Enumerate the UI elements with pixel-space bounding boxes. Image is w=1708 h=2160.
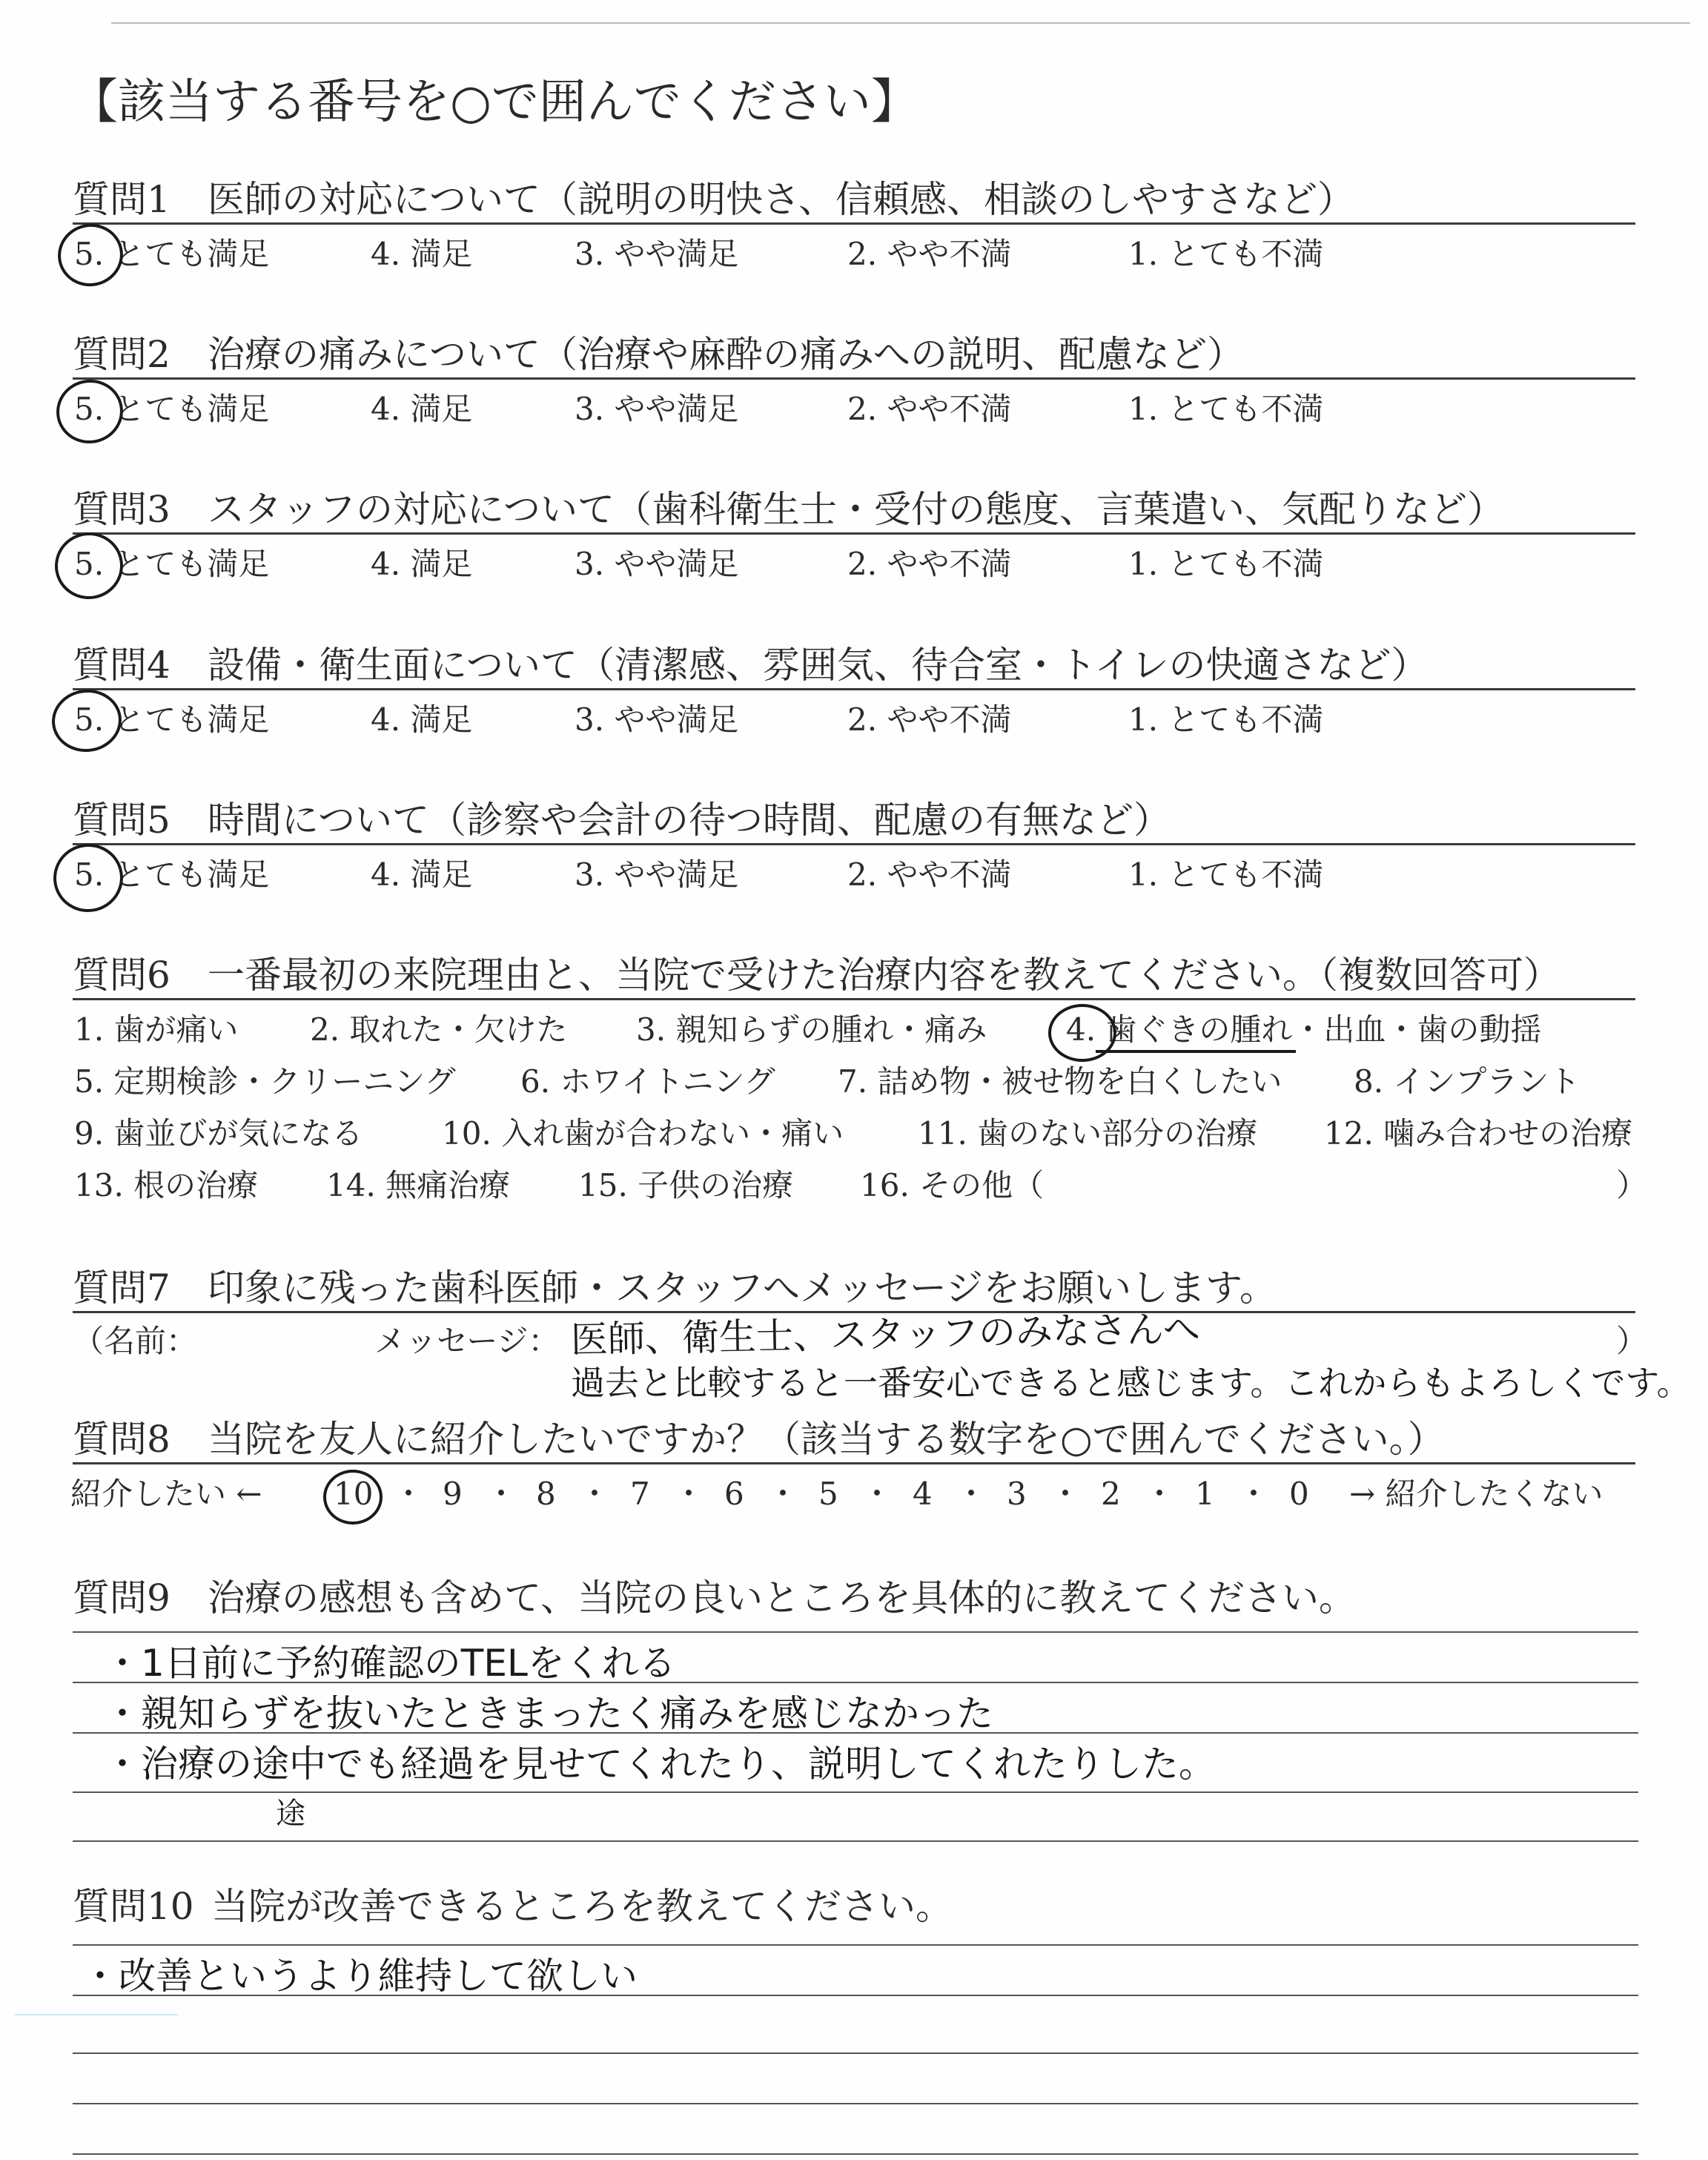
q3-option-2: 2. やや不満 bbox=[847, 546, 1012, 582]
q4-answer-circle bbox=[49, 686, 125, 755]
q9-text: 治療の感想も含めて、当院の良いところを具体的に教えてください。 bbox=[208, 1576, 1356, 1619]
q3-rule bbox=[73, 532, 1635, 535]
scan-artifact bbox=[15, 2014, 178, 2015]
q10-answer-line-1: ・改善というより維持して欲しい bbox=[82, 1955, 638, 1998]
q8-number-7: 7 bbox=[630, 1476, 650, 1512]
q8-number-3: 3 bbox=[1007, 1476, 1027, 1512]
q8-separator: ・ bbox=[393, 1476, 425, 1512]
q6-option-16: 16. その他（ bbox=[860, 1167, 1045, 1203]
q8-separator: ・ bbox=[579, 1476, 611, 1512]
q10-line-1 bbox=[73, 1944, 1638, 1946]
q8-number-10-circle bbox=[323, 1470, 383, 1525]
q6-option-3: 3. 親知らずの腫れ・痛み bbox=[636, 1011, 987, 1048]
q9-line-1 bbox=[73, 1631, 1638, 1633]
q9-answer-line-3: ・治療の途中でも経過を見せてくれたり、説明してくれたりした。 bbox=[104, 1743, 1216, 1786]
q8-number-2: 2 bbox=[1101, 1476, 1121, 1512]
q8-separator: ・ bbox=[956, 1476, 987, 1512]
q10-label: 質問10 bbox=[73, 1885, 194, 1928]
q8-separator: ・ bbox=[767, 1476, 799, 1512]
scan-edge-line bbox=[111, 22, 1690, 24]
q6-text: 一番最初の来院理由と、当院で受けた治療内容を教えてください。（複数回答可） bbox=[208, 954, 1560, 997]
q7-message-line-2: 過去と比較すると一番安心できると感じます。これからもよろしくです。 bbox=[571, 1363, 1691, 1403]
q4-option-5: 5. とても満足 bbox=[74, 701, 270, 738]
q2-option-3: 3. やや満足 bbox=[575, 391, 739, 427]
q8-separator: ・ bbox=[1238, 1476, 1270, 1512]
q7-message-label: メッセージ： bbox=[374, 1323, 560, 1359]
q6-option-1: 1. 歯が痛い bbox=[74, 1011, 239, 1048]
q2-answer-circle bbox=[51, 374, 128, 449]
q1-option-5: 5. とても満足 bbox=[74, 236, 270, 272]
q6-rule bbox=[73, 998, 1635, 1000]
q6-option-15: 15. 子供の治療 bbox=[578, 1167, 794, 1203]
q2-text: 治療の痛みについて（治療や麻酔の痛みへの説明、配慮など） bbox=[208, 333, 1244, 376]
q3-option-3: 3. やや満足 bbox=[575, 546, 739, 582]
q3-text: スタッフの対応について（歯科衛生士・受付の態度、言葉遣い、気配りなど） bbox=[208, 488, 1504, 531]
q2-option-5: 5. とても満足 bbox=[74, 391, 270, 427]
q3-answer-circle bbox=[50, 528, 128, 604]
q6-option-4: 4. 歯ぐきの腫れ・出血・歯の動揺 bbox=[1066, 1011, 1542, 1048]
q8-separator: ・ bbox=[486, 1476, 517, 1512]
q8-separator: ・ bbox=[1050, 1476, 1082, 1512]
q10-line-3 bbox=[73, 2052, 1638, 2054]
q4-option-1: 1. とても不満 bbox=[1128, 701, 1324, 738]
q6-option-10: 10. 入れ歯が合わない・痛い bbox=[442, 1115, 844, 1152]
q6-option-14: 14. 無痛治療 bbox=[326, 1167, 511, 1203]
q1-option-4: 4. 満足 bbox=[371, 236, 473, 272]
q8-number-4: 4 bbox=[913, 1476, 933, 1512]
q10-line-4 bbox=[73, 2103, 1638, 2104]
q8-number-8: 8 bbox=[536, 1476, 556, 1512]
q1-text: 医師の対応について（説明の明快さ、信頼感、相談のしやすさなど） bbox=[208, 178, 1354, 221]
q6-option-12: 12. 噛み合わせの治療 bbox=[1324, 1115, 1633, 1152]
q9-answer-line-2: ・親知らずを抜いたときまったく痛みを感じなかった bbox=[104, 1692, 993, 1735]
q1-option-2: 2. やや不満 bbox=[847, 236, 1012, 272]
q6-option-9: 9. 歯並びが気になる bbox=[74, 1115, 363, 1152]
q6-option-11: 11. 歯のない部分の治療 bbox=[918, 1115, 1258, 1152]
q9-line-5 bbox=[73, 1840, 1638, 1842]
q2-option-4: 4. 満足 bbox=[371, 391, 473, 427]
q7-close-paren: ） bbox=[1616, 1323, 1648, 1359]
q4-option-4: 4. 満足 bbox=[371, 701, 473, 738]
q8-separator: ・ bbox=[1144, 1476, 1176, 1512]
q5-answer-circle bbox=[48, 839, 129, 918]
q3-option-4: 4. 満足 bbox=[371, 546, 473, 582]
q4-option-2: 2. やや不満 bbox=[847, 701, 1012, 738]
q6-label: 質問6 bbox=[73, 954, 171, 997]
q1-option-1: 1. とても不満 bbox=[1128, 236, 1324, 272]
q6-option-8: 8. インプラント bbox=[1354, 1063, 1580, 1100]
q1-answer-circle bbox=[52, 218, 129, 292]
q7-label: 質問7 bbox=[73, 1266, 171, 1309]
q6-option-5: 5. 定期検診・クリーニング bbox=[74, 1063, 456, 1100]
q9-label: 質問9 bbox=[73, 1576, 171, 1619]
q8-number-6: 6 bbox=[724, 1476, 744, 1512]
q9-line-4 bbox=[73, 1791, 1638, 1793]
q5-option-3: 3. やや満足 bbox=[575, 856, 739, 893]
q6-option-7: 7. 詰め物・被せ物を白くしたい bbox=[838, 1063, 1282, 1100]
q8-separator: ・ bbox=[673, 1476, 705, 1512]
q9-answer-correction: 途 bbox=[276, 1797, 305, 1831]
q3-option-1: 1. とても不満 bbox=[1128, 546, 1324, 582]
q9-answer-line-1: ・1日前に予約確認のTELをくれる bbox=[104, 1642, 676, 1685]
q8-number-9: 9 bbox=[443, 1476, 463, 1512]
q10-text: 当院が改善できるところを教えてください。 bbox=[211, 1885, 953, 1928]
q5-option-2: 2. やや不満 bbox=[847, 856, 1012, 893]
q8-right-label: → 紹介したくない bbox=[1349, 1476, 1603, 1512]
q7-message-line-1: 医師、衛生士、スタッフのみなさんへ bbox=[570, 1307, 1201, 1361]
q8-label: 質問8 bbox=[73, 1418, 171, 1461]
q2-rule bbox=[73, 377, 1635, 380]
q6-option-4-circle bbox=[1048, 1004, 1116, 1062]
page-title: 【該当する番号を○で囲んでください】 bbox=[70, 75, 918, 130]
q5-option-1: 1. とても不満 bbox=[1128, 856, 1324, 893]
q1-label: 質問1 bbox=[73, 178, 171, 221]
q8-number-0: 0 bbox=[1289, 1476, 1309, 1512]
q5-rule bbox=[73, 843, 1635, 845]
q2-option-1: 1. とても不満 bbox=[1128, 391, 1324, 427]
q8-separator: ・ bbox=[861, 1476, 893, 1512]
q6-close-paren: ） bbox=[1616, 1167, 1648, 1203]
q8-number-10: 10 bbox=[334, 1476, 374, 1512]
q8-number-1: 1 bbox=[1195, 1476, 1215, 1512]
q4-rule bbox=[73, 688, 1635, 690]
q1-rule bbox=[73, 222, 1635, 225]
q10-line-5 bbox=[73, 2153, 1638, 2155]
q4-option-3: 3. やや満足 bbox=[575, 701, 739, 738]
q2-label: 質問2 bbox=[73, 333, 171, 376]
q4-text: 設備・衛生面について（清潔感、雰囲気、待合室・トイレの快適さなど） bbox=[208, 644, 1429, 687]
q2-option-2: 2. やや不満 bbox=[847, 391, 1012, 427]
q6-option-13: 13. 根の治療 bbox=[74, 1167, 259, 1203]
q1-option-3: 3. やや満足 bbox=[575, 236, 739, 272]
q3-label: 質問3 bbox=[73, 488, 171, 531]
q8-number-5: 5 bbox=[818, 1476, 838, 1512]
q5-text: 時間について（診察や会計の待つ時間、配慮の有無など） bbox=[208, 799, 1171, 842]
q6-option-4-underline bbox=[1096, 1050, 1296, 1053]
q7-text: 印象に残った歯科医師・スタッフへメッセージをお願いします。 bbox=[208, 1266, 1277, 1309]
q8-left-label: 紹介したい ← bbox=[70, 1476, 262, 1512]
q6-option-6: 6. ホワイトニング bbox=[520, 1063, 775, 1100]
q5-option-5: 5. とても満足 bbox=[74, 856, 270, 893]
q8-rule bbox=[73, 1462, 1635, 1464]
q3-option-5: 5. とても満足 bbox=[74, 546, 270, 582]
q6-option-2: 2. 取れた・欠けた bbox=[310, 1011, 568, 1048]
q5-option-4: 4. 満足 bbox=[371, 856, 473, 893]
q5-label: 質問5 bbox=[73, 799, 171, 842]
q8-text: 当院を友人に紹介したいですか？（該当する数字を○で囲んでください。） bbox=[208, 1418, 1445, 1461]
q4-label: 質問4 bbox=[73, 644, 171, 687]
q7-name-label: （名前： bbox=[73, 1323, 198, 1359]
